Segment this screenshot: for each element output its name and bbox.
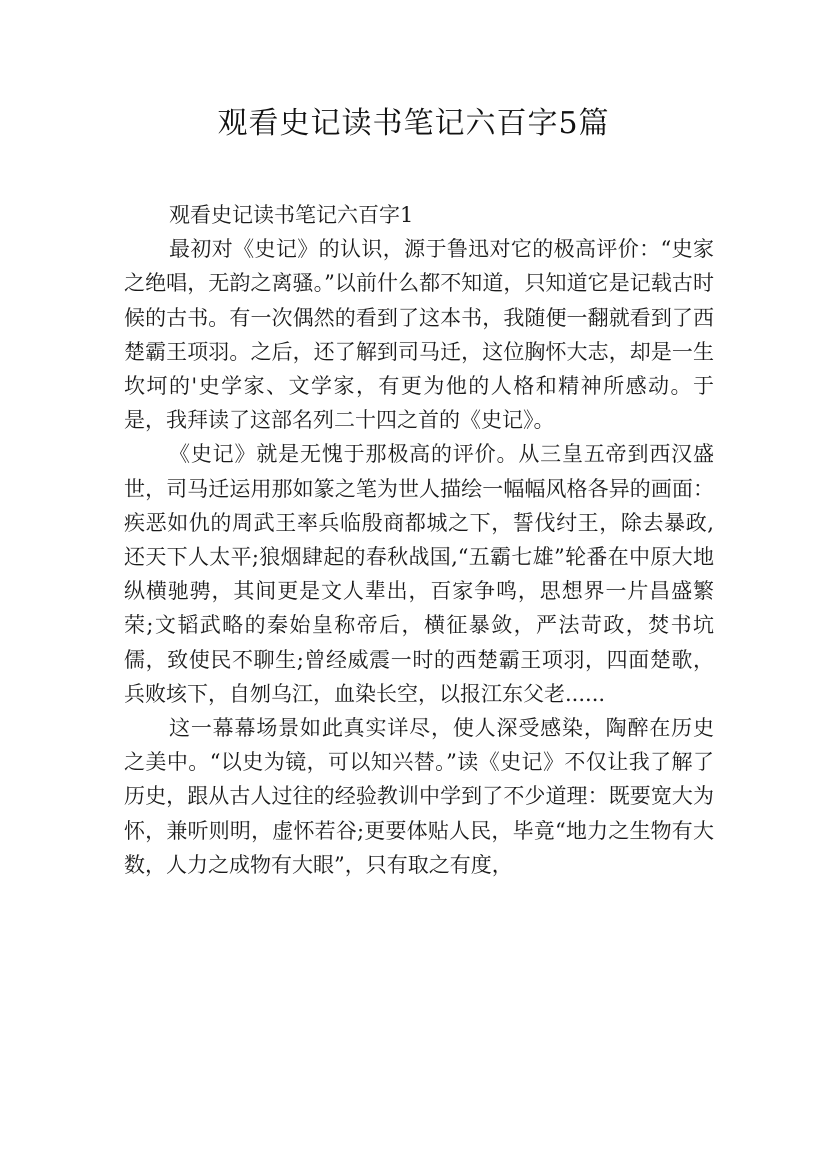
document-body <box>124 198 714 882</box>
paragraph-2: 《史记》就是无愧于那极高的评价。从三皇五帝到西汉盛世，司马迁运用那如篆之笔为世人描绘一幅幅风格各异的画面：疾恶如仇的周武王率兵临殷商都城之下，誓伐纣王，除去暴政,还天下人太平;狼烟肆起的春秋战国,“五霸七雄”轮番在中原大地纵横驰骋，其间更是文人辈出，百家争鸣，思想界一片昌盛繁荣;文韬武略的秦始皇称帝后，横征暴敛，严法苛政，焚书坑儒，致使民不聊生;曾经威震一时的西楚霸王项羽，四面楚歌，兵败垓下，自刎乌江，血染长空，以报江东父老...... <box>124 442 714 706</box>
document-title: 观看史记读书笔记六百字5篇 <box>217 106 610 141</box>
paragraph-1: 最初对《史记》的认识，源于鲁迅对它的极高评价：“史家之绝唱，无韵之离骚。”以前什么都不知道，只知道它是记载古时候的古书。有一次偶然的看到了这本书，我随便一翻就看到了西楚霸王项羽。之后，还了解到司马迁，这位胸怀大志，却是一生坎坷的'史学家、文学家，有更为他的人格和精神所感动。于是，我拜读了这部名列二十四之首的《史记》。 <box>124 237 714 433</box>
section-heading: 观看史记读书笔记六百字1 <box>169 203 414 227</box>
paragraph-3: 这一幕幕场景如此真实详尽，使人深受感染，陶醉在历史之美中。“以史为镜，可以知兴替。”读《史记》不仅让我了解了历史，跟从古人过往的经验教训中学到了不少道理：既要宽大为怀，兼听则明，虚怀若谷;更要体贴人民，毕竟“地力之生物有大数，人力之成物有大眼”，只有取之有度， <box>124 716 714 877</box>
